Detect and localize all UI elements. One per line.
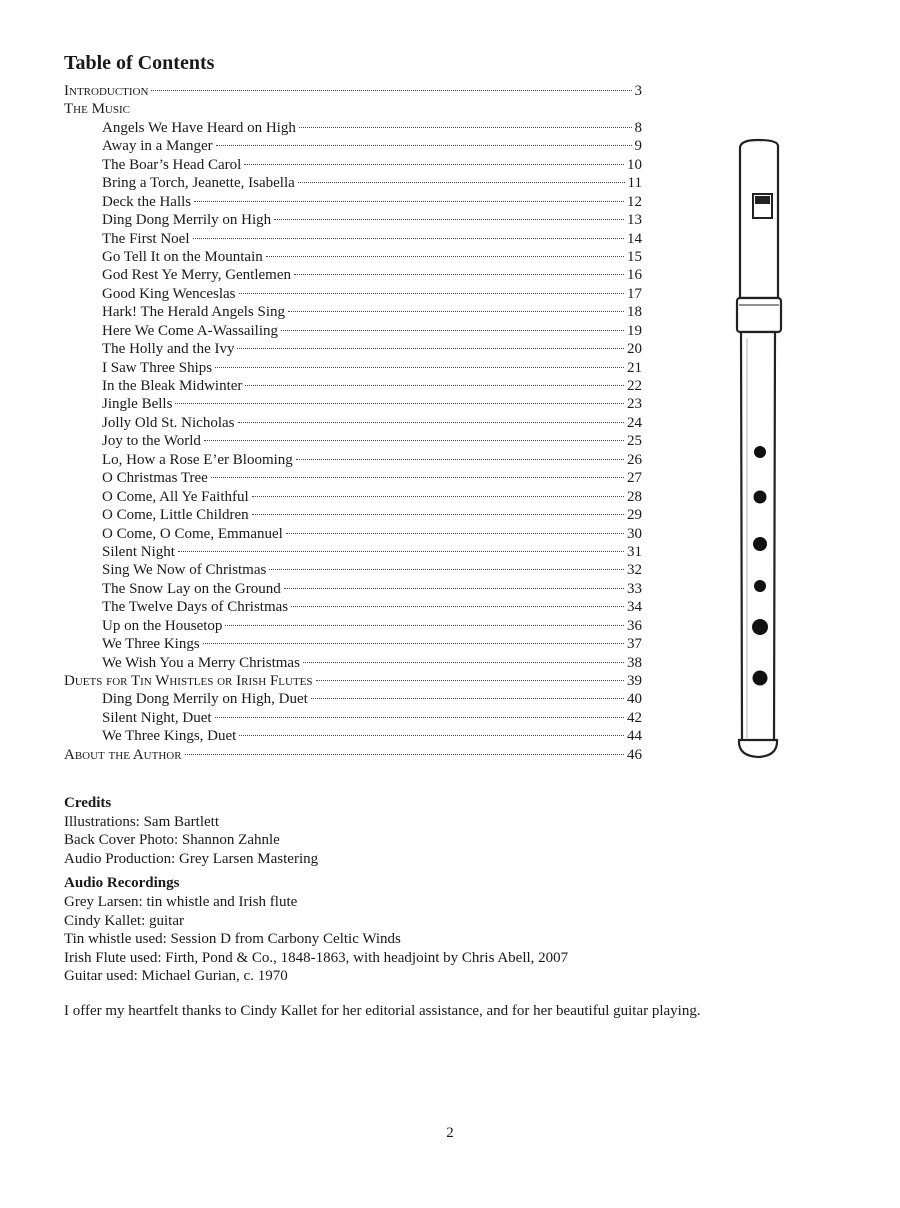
toc-entry-title: Go Tell It on the Mountain — [102, 248, 263, 265]
audio-line: Tin whistle used: Session D from Carbony Celtic Winds — [64, 931, 401, 948]
toc-entry-page: 15 — [627, 248, 642, 265]
toc-entry-page: 22 — [627, 378, 642, 394]
dot-leader — [194, 201, 624, 202]
toc-entry-title: O Come, Little Children — [102, 507, 249, 524]
toc-entry-title: We Three Kings — [102, 636, 200, 653]
toc-entry-page: 36 — [627, 617, 642, 634]
toc-entry-title: Good King Wenceslas — [102, 285, 236, 302]
toc-entry-title: I Saw Three Ships — [102, 359, 213, 376]
toc-entry — [64, 672, 642, 690]
toc-entry-title: The Snow Lay on the Ground — [102, 580, 281, 597]
toc-entry-title: The Boar’s Head Carol — [102, 156, 242, 173]
toc-entry-title: Angels We Have Heard on High — [102, 119, 296, 136]
toc-entry-page: 27 — [627, 470, 642, 487]
toc-entry — [64, 561, 642, 579]
toc-entry-page: 28 — [627, 488, 642, 505]
toc-entry-page: 8 — [634, 119, 642, 136]
toc-entry-title: We Three Kings, Duet — [102, 728, 237, 745]
toc-entry — [64, 359, 642, 377]
toc-entry — [64, 488, 642, 506]
dot-leader — [244, 164, 624, 165]
toc-entry-title: Hark! The Herald Angels Sing — [102, 304, 286, 321]
toc-entry — [64, 690, 642, 708]
credit-audio-production: Audio Production: Grey Larsen Mastering — [64, 850, 319, 867]
dot-leader — [239, 293, 625, 294]
toc-entry — [64, 469, 642, 487]
dot-leader — [238, 422, 624, 423]
toc-entry-page: 31 — [627, 543, 642, 560]
toc-entry-title: Joy to the World — [102, 433, 201, 450]
toc-entry-page: 17 — [627, 285, 642, 302]
toc-entry-title: Up on the Housetop — [102, 617, 223, 634]
toc-entry-title: Ding Dong Merrily on High, Duet — [102, 691, 308, 708]
toc-entry — [64, 580, 642, 598]
toc-entry-title: The Twelve Days of Christmas — [102, 599, 289, 616]
dot-leader — [274, 219, 624, 220]
toc-entry — [64, 303, 642, 321]
dot-leader — [225, 625, 624, 626]
toc-entry-page: 13 — [627, 212, 642, 229]
toc-entry-title: Bring a Torch, Jeanette, Isabella — [102, 175, 295, 192]
toc-entry-page: 44 — [627, 728, 642, 745]
toc-entry-page: 23 — [627, 396, 642, 413]
dot-leader — [291, 606, 624, 607]
toc-entry — [64, 340, 642, 358]
dot-leader — [252, 514, 624, 515]
toc-entry — [64, 451, 642, 469]
toc-entry — [64, 82, 642, 100]
toc-entry-page: 26 — [627, 451, 642, 468]
toc-entry-title: Sing We Now of Christmas — [102, 562, 267, 579]
toc-entry-title: The Music — [64, 101, 130, 118]
credit-back-cover: Back Cover Photo: Shannon Zahnle — [64, 832, 280, 849]
toc-entry — [64, 635, 642, 653]
audio-line: Irish Flute used: Firth, Pond & Co., 1848-1863, with headjoint by Chris Abell, 2007 — [64, 949, 569, 966]
toc-entry — [64, 377, 642, 395]
toc-entry-title: Ding Dong Merrily on High — [102, 212, 272, 229]
dot-leader — [311, 698, 624, 699]
toc-entry-page: 14 — [627, 230, 642, 247]
toc-entry — [64, 174, 642, 192]
toc-entry — [64, 137, 642, 155]
dot-leader — [281, 330, 624, 331]
toc-entry-title: Here We Come A-Wassailing — [102, 322, 279, 339]
toc-entry-page: 33 — [627, 580, 642, 597]
credit-illustrations: Illustrations: Sam Bartlett — [64, 813, 219, 830]
dot-leader — [203, 643, 624, 644]
toc-title: Table of Contents — [64, 52, 215, 74]
toc-entry-title: O Christmas Tree — [102, 470, 208, 487]
tone-hole — [754, 446, 766, 458]
dot-leader — [216, 145, 632, 146]
dot-leader — [215, 367, 624, 368]
dot-leader — [288, 311, 624, 312]
dot-leader — [237, 348, 624, 349]
dot-leader — [204, 440, 624, 441]
toc-entry-page: 18 — [627, 304, 642, 321]
dot-leader — [298, 182, 625, 183]
audio-heading: Audio Recordings — [64, 875, 180, 892]
toc-entry-title: Jolly Old St. Nicholas — [102, 414, 235, 431]
toc-entry-title: Away in a Manger — [102, 138, 213, 155]
toc-entry-page: 12 — [627, 193, 642, 210]
credits-section — [64, 794, 844, 1021]
toc-entry — [64, 617, 642, 635]
dot-leader — [185, 754, 624, 755]
toc-entry — [64, 156, 642, 174]
toc-entry-page: 20 — [627, 341, 642, 358]
toc-entry-title: Duets for Tin Whistles or Irish Flutes — [64, 673, 313, 689]
dot-leader — [266, 256, 624, 257]
credits-heading: Credits — [64, 795, 112, 811]
toc-entry — [64, 709, 642, 727]
toc-entry-title: The Holly and the Ivy — [102, 341, 235, 358]
dot-leader — [193, 238, 625, 239]
audio-line: Guitar used: Michael Gurian, c. 1970 — [64, 968, 288, 985]
tone-hole — [753, 537, 767, 551]
toc-entry — [64, 432, 642, 450]
toc-entry-page: 32 — [627, 562, 642, 579]
toc-entry-title: O Come, All Ye Faithful — [102, 488, 249, 505]
audio-line: Cindy Kallet: guitar — [64, 912, 184, 929]
toc-entry-title: Deck the Halls — [102, 193, 192, 210]
toc-entry — [64, 211, 642, 229]
page-number: 2 — [446, 1125, 454, 1141]
toc-entry-title: In the Bleak Midwinter — [102, 378, 243, 394]
dot-leader — [252, 496, 624, 497]
toc-entry — [64, 525, 642, 543]
dot-leader — [296, 459, 624, 460]
dot-leader — [286, 533, 624, 534]
dot-leader — [178, 551, 624, 552]
toc-entry-page: 19 — [627, 322, 642, 339]
toc-entry-title: O Come, O Come, Emmanuel — [102, 525, 283, 542]
toc-entry-page: 46 — [627, 746, 642, 763]
dot-leader — [316, 680, 624, 681]
toc-entry-page: 40 — [627, 691, 642, 708]
tone-hole — [752, 619, 768, 635]
dot-leader — [239, 735, 624, 736]
toc-entry-title: Lo, How a Rose E’er Blooming — [102, 451, 293, 468]
toc-entry-page: 30 — [627, 525, 642, 542]
toc-entry — [64, 230, 642, 248]
toc-entry-page: 3 — [634, 83, 642, 99]
toc-entry-title: Introduction — [64, 83, 149, 99]
toc-entry-title: We Wish You a Merry Christmas — [102, 654, 300, 671]
toc-entry-title: God Rest Ye Merry, Gentlemen — [102, 267, 292, 284]
toc-entry — [64, 248, 642, 266]
toc-entry — [64, 727, 642, 745]
toc-entry-page: 42 — [627, 709, 642, 726]
toc-entry — [64, 119, 642, 137]
dot-leader — [299, 127, 632, 128]
tone-hole — [753, 671, 768, 686]
toc-entry — [64, 266, 642, 284]
dot-leader — [211, 477, 624, 478]
table-of-contents — [64, 82, 642, 764]
toc-entry — [64, 322, 642, 340]
tone-hole — [754, 491, 767, 504]
dot-leader — [269, 569, 624, 570]
dot-leader — [151, 90, 631, 91]
toc-entry-title: Jingle Bells — [102, 396, 173, 413]
toc-entry-title: The First Noel — [102, 230, 190, 247]
toc-entry — [64, 654, 642, 672]
toc-entry-page: 11 — [627, 175, 642, 192]
toc-entry — [64, 285, 642, 303]
ferrule-band — [737, 298, 781, 332]
toc-entry-title: Silent Night — [102, 543, 175, 560]
toc-entry-page: 24 — [627, 414, 642, 431]
toc-entry — [64, 395, 642, 413]
dot-leader — [245, 385, 624, 386]
dot-leader — [303, 662, 624, 663]
toc-entry-title: About the Author — [64, 746, 182, 763]
toc-entry-page: 9 — [634, 138, 642, 155]
toc-entry-page: 29 — [627, 507, 642, 524]
dot-leader — [175, 403, 624, 404]
tone-hole — [754, 580, 766, 592]
dot-leader — [294, 274, 624, 275]
toc-entry-page: 38 — [627, 654, 642, 671]
toc-entry — [64, 193, 642, 211]
toc-entry — [64, 100, 642, 118]
audio-line: Grey Larsen: tin whistle and Irish flute — [64, 893, 298, 910]
toc-entry-page: 10 — [627, 156, 642, 173]
toc-entry-page: 34 — [627, 599, 642, 616]
toc-entry — [64, 506, 642, 524]
toc-entry-title: Silent Night, Duet — [102, 709, 212, 726]
dot-leader — [215, 717, 624, 718]
toc-entry — [64, 746, 642, 764]
dot-leader — [284, 588, 624, 589]
toc-entry — [64, 414, 642, 432]
toc-entry — [64, 543, 642, 561]
toc-entry — [64, 598, 642, 616]
tin-whistle-illustration — [728, 138, 788, 762]
thanks-paragraph: I offer my heartfelt thanks to Cindy Kallet for her editorial assistance, and for her beautiful guitar playing. — [64, 1002, 701, 1019]
toc-entry-page: 21 — [627, 359, 642, 376]
toc-entry-page: 16 — [627, 267, 642, 284]
toc-entry-page: 25 — [627, 433, 642, 450]
toc-entry-page: 39 — [627, 673, 642, 689]
toc-entry-page: 37 — [627, 636, 642, 653]
